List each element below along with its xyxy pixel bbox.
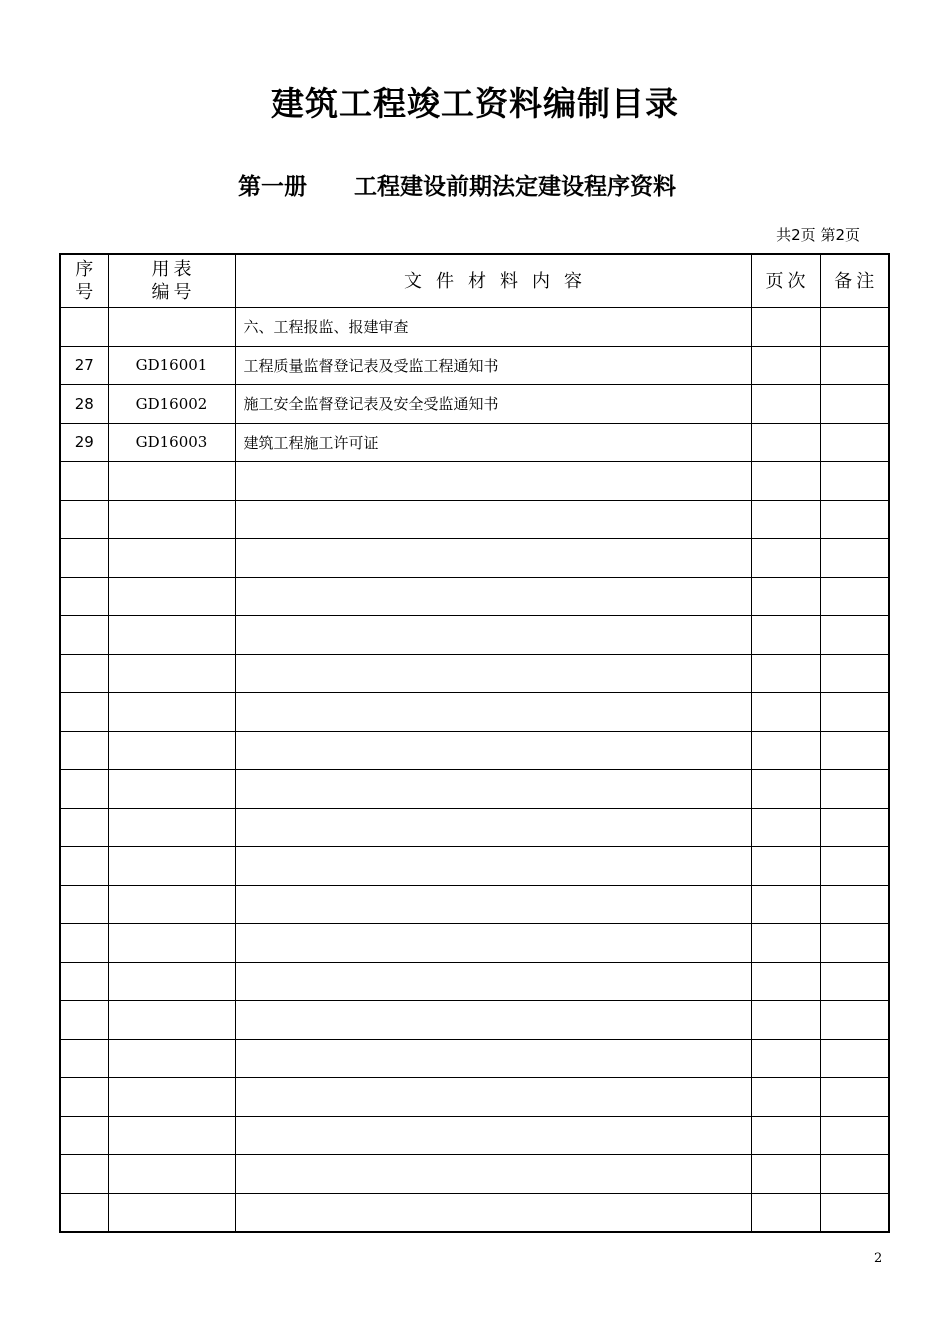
row-pages: [751, 308, 820, 347]
empty-table-row: [60, 616, 889, 655]
row-pages: [751, 1001, 820, 1040]
header-code: [108, 254, 235, 308]
row-content: [235, 962, 751, 1001]
row-remarks: [820, 462, 889, 501]
table-row: [60, 308, 889, 347]
row-code: [108, 693, 235, 732]
row-content: [235, 1193, 751, 1232]
empty-table-row: [60, 808, 889, 847]
row-code: [108, 847, 235, 886]
row-code: GD16001: [108, 346, 235, 385]
row-content: [235, 1001, 751, 1040]
row-code: [108, 1001, 235, 1040]
row-content: 工程质量监督登记表及受监工程通知书: [235, 346, 751, 385]
table-row: [60, 346, 889, 385]
empty-table-row: [60, 693, 889, 732]
row-no: [60, 847, 108, 886]
row-code: [108, 308, 235, 347]
row-remarks: [820, 808, 889, 847]
table-row: [60, 385, 889, 424]
row-pages: [751, 1155, 820, 1194]
row-no: [60, 539, 108, 578]
row-remarks: [820, 346, 889, 385]
catalog-body: [60, 308, 889, 1233]
row-pages: [751, 1116, 820, 1155]
row-no: [60, 808, 108, 847]
row-code: [108, 654, 235, 693]
row-no: [60, 1039, 108, 1078]
row-remarks: [820, 1116, 889, 1155]
row-remarks: [820, 731, 889, 770]
header-remarks: [820, 254, 889, 308]
table-row: [60, 423, 889, 462]
row-code: [108, 808, 235, 847]
empty-table-row: [60, 1039, 889, 1078]
row-remarks: [820, 308, 889, 347]
row-remarks: [820, 616, 889, 655]
row-no: [60, 462, 108, 501]
row-code: [108, 1116, 235, 1155]
row-code: [108, 500, 235, 539]
section-heading: 六、工程报监、报建审查: [235, 308, 751, 347]
row-content: [235, 924, 751, 963]
row-code: [108, 770, 235, 809]
row-pages: [751, 616, 820, 655]
header-pages-label: 页次: [765, 270, 810, 292]
row-remarks: [820, 577, 889, 616]
page-count: 共2页 第2页: [776, 226, 860, 244]
header-code-line1: 用表: [151, 259, 196, 280]
row-no: [60, 654, 108, 693]
row-code: [108, 1193, 235, 1232]
row-pages: [751, 500, 820, 539]
row-pages: [751, 577, 820, 616]
row-code: [108, 962, 235, 1001]
page-number: 2: [874, 1251, 883, 1266]
row-code: GD16002: [108, 385, 235, 424]
row-remarks: [820, 1001, 889, 1040]
row-content: [235, 1078, 751, 1117]
row-content: [235, 539, 751, 578]
row-remarks: [820, 693, 889, 732]
row-remarks: [820, 770, 889, 809]
row-content: [235, 693, 751, 732]
row-content: [235, 1039, 751, 1078]
empty-table-row: [60, 924, 889, 963]
empty-table-row: [60, 962, 889, 1001]
empty-table-row: [60, 1193, 889, 1232]
header-no-line2: 号: [75, 282, 94, 303]
row-no: [60, 731, 108, 770]
row-code: [108, 462, 235, 501]
row-content: [235, 616, 751, 655]
volume-name: 工程建设前期法定建设程序资料: [354, 174, 676, 200]
row-pages: [751, 731, 820, 770]
row-no: [60, 770, 108, 809]
row-remarks: [820, 423, 889, 462]
row-no: [60, 885, 108, 924]
row-pages: [751, 770, 820, 809]
row-pages: [751, 346, 820, 385]
row-content: [235, 808, 751, 847]
row-no: [60, 577, 108, 616]
row-pages: [751, 539, 820, 578]
empty-table-row: [60, 1116, 889, 1155]
row-content: [235, 885, 751, 924]
row-code: [108, 731, 235, 770]
empty-table-row: [60, 577, 889, 616]
volume-label: 第一册: [238, 174, 307, 200]
header-content-label: 文件材料内容: [404, 270, 596, 292]
row-code: [108, 539, 235, 578]
row-no: [60, 308, 108, 347]
row-code: [108, 1155, 235, 1194]
row-no: [60, 1193, 108, 1232]
header-no-line1: 序: [75, 259, 94, 280]
header-pages: [751, 254, 820, 308]
header-remarks-label: 备注: [834, 270, 879, 292]
empty-table-row: [60, 462, 889, 501]
empty-table-row: [60, 1078, 889, 1117]
row-pages: [751, 693, 820, 732]
row-remarks: [820, 500, 889, 539]
empty-table-row: [60, 731, 889, 770]
empty-table-row: [60, 654, 889, 693]
row-pages: [751, 1039, 820, 1078]
row-no: [60, 500, 108, 539]
row-pages: [751, 962, 820, 1001]
row-pages: [751, 654, 820, 693]
header-no: [60, 254, 108, 308]
empty-table-row: [60, 770, 889, 809]
row-remarks: [820, 385, 889, 424]
row-no: [60, 616, 108, 655]
row-code: [108, 924, 235, 963]
row-content: [235, 1116, 751, 1155]
row-pages: [751, 462, 820, 501]
document-title: 建筑工程竣工资料编制目录: [271, 84, 679, 123]
header-code-line2: 编号: [151, 282, 196, 303]
row-remarks: [820, 962, 889, 1001]
row-pages: [751, 423, 820, 462]
empty-table-row: [60, 539, 889, 578]
empty-table-row: [60, 1001, 889, 1040]
row-content: [235, 462, 751, 501]
row-remarks: [820, 1155, 889, 1194]
row-no: 29: [60, 423, 108, 462]
row-remarks: [820, 924, 889, 963]
row-pages: [751, 924, 820, 963]
row-code: [108, 616, 235, 655]
table-header-row: [60, 254, 889, 308]
row-content: [235, 654, 751, 693]
row-content: 施工安全监督登记表及安全受监通知书: [235, 385, 751, 424]
row-pages: [751, 1078, 820, 1117]
row-remarks: [820, 885, 889, 924]
row-remarks: [820, 847, 889, 886]
row-code: GD16003: [108, 423, 235, 462]
volume-heading: [238, 168, 676, 201]
row-pages: [751, 808, 820, 847]
row-no: [60, 1001, 108, 1040]
empty-table-row: [60, 1155, 889, 1194]
row-remarks: [820, 1078, 889, 1117]
row-remarks: [820, 1039, 889, 1078]
row-remarks: [820, 1193, 889, 1232]
row-content: 建筑工程施工许可证: [235, 423, 751, 462]
row-no: 27: [60, 346, 108, 385]
row-code: [108, 577, 235, 616]
row-remarks: [820, 654, 889, 693]
empty-table-row: [60, 500, 889, 539]
row-no: [60, 693, 108, 732]
row-no: 28: [60, 385, 108, 424]
row-code: [108, 1039, 235, 1078]
row-remarks: [820, 539, 889, 578]
row-content: [235, 500, 751, 539]
row-pages: [751, 1193, 820, 1232]
row-code: [108, 885, 235, 924]
empty-table-row: [60, 885, 889, 924]
row-content: [235, 731, 751, 770]
row-no: [60, 1155, 108, 1194]
row-content: [235, 847, 751, 886]
row-content: [235, 577, 751, 616]
empty-table-row: [60, 847, 889, 886]
header-content: [235, 254, 751, 308]
row-content: [235, 1155, 751, 1194]
row-no: [60, 1078, 108, 1117]
row-pages: [751, 847, 820, 886]
row-no: [60, 962, 108, 1001]
row-no: [60, 1116, 108, 1155]
row-code: [108, 1078, 235, 1117]
row-no: [60, 924, 108, 963]
row-pages: [751, 885, 820, 924]
row-content: [235, 770, 751, 809]
catalog-table: [59, 253, 890, 1233]
row-pages: [751, 385, 820, 424]
